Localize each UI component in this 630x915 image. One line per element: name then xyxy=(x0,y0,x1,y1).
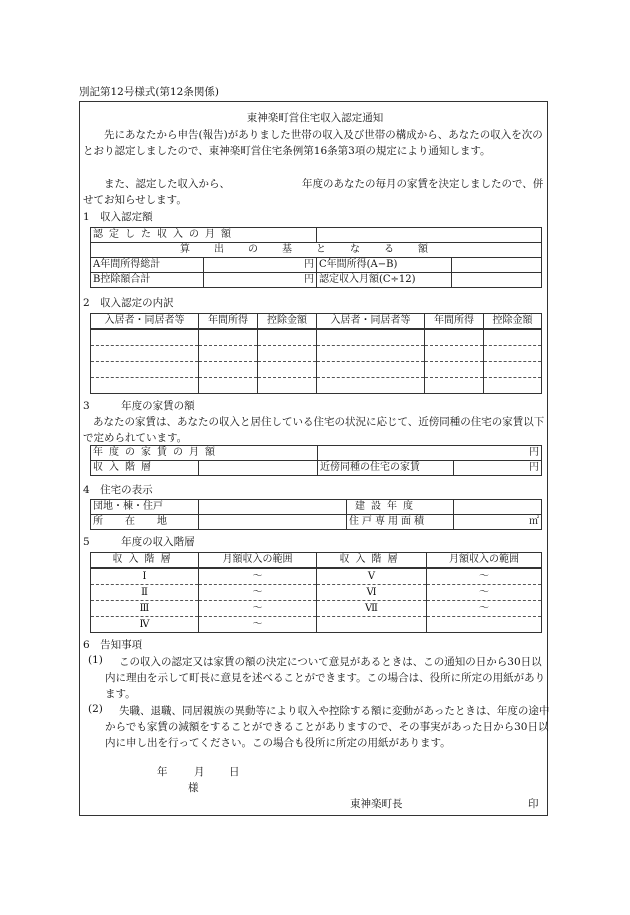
level-6: Ⅵ xyxy=(317,585,427,601)
location-value xyxy=(199,515,347,530)
col-level-right: 収入階層 xyxy=(317,553,427,568)
table-row xyxy=(91,569,542,585)
floor-area-label: 住戸専用面積 xyxy=(347,515,454,530)
income-level-label: 収入階層 xyxy=(91,461,199,476)
col-range-right: 月額収入の範囲 xyxy=(427,553,542,568)
built-year-label: 建設年度 xyxy=(347,500,454,515)
location-label: 所在地 xyxy=(91,515,199,530)
date-year-label: 年 xyxy=(157,766,168,778)
col-annual-income-2: 年間所得 xyxy=(425,314,484,329)
nearby-rent-yen: 円 xyxy=(454,461,542,476)
range-4: 〜 xyxy=(199,617,317,633)
income-level-table xyxy=(90,552,542,568)
section4-heading: 4 住宅の表示 xyxy=(83,484,153,496)
housing-table xyxy=(90,499,542,530)
table-row xyxy=(91,585,542,601)
level-7: Ⅶ xyxy=(317,601,427,617)
nearby-rent-label: 近傍同種の住宅の家賃 xyxy=(318,461,454,476)
date-month-label: 月 xyxy=(194,766,205,778)
notice-1-number: (1) xyxy=(88,654,103,666)
table-row xyxy=(91,378,542,394)
range-6: 〜 xyxy=(427,585,542,601)
intro2-part-a: また、認定した収入から、 xyxy=(104,178,230,190)
monthly-recognized-label: 認定収入月額(C÷12) xyxy=(317,273,452,288)
section3-heading: 3 年度の家賃の額 xyxy=(83,400,195,412)
rent-table xyxy=(90,445,542,476)
section1-heading: 1 収入認定額 xyxy=(83,211,153,223)
level-2: Ⅱ xyxy=(91,585,199,601)
built-year-value xyxy=(454,500,542,515)
annual-income-label: A年間所得総計 xyxy=(91,258,204,273)
breakdown-table xyxy=(90,313,542,329)
level-4: Ⅳ xyxy=(91,617,199,633)
date-day-label: 日 xyxy=(229,766,240,778)
net-income-label: C年間所得(A−B) xyxy=(317,258,452,273)
document-title: 東神楽町営住宅収入認定通知 xyxy=(246,112,384,124)
breakdown-rows xyxy=(90,329,542,394)
col-range-left: 月額収入の範囲 xyxy=(199,553,317,568)
intro2-part-b: 年度のあなたの毎月の家賃を決定しましたので、併せてお知らせします。 xyxy=(83,178,544,206)
col-household-member-2: 入居者・同居者等 xyxy=(317,314,425,329)
section5-heading: 5 年度の収入階層 xyxy=(83,536,195,548)
form-reference: 別記第12号様式(第12条関係) xyxy=(79,86,219,98)
section6-heading: 6 告知事項 xyxy=(83,639,143,651)
recipient-honorific: 様 xyxy=(188,782,199,794)
range-1: 〜 xyxy=(199,569,317,585)
table-row xyxy=(91,601,542,617)
range-3: 〜 xyxy=(199,601,317,617)
deduction-label: B控除額合計 xyxy=(91,273,204,288)
empty-cell xyxy=(427,617,542,633)
table-row xyxy=(91,346,542,362)
intro-paragraph: 先にあなたから申告(報告)がありました世帯の収入及び世帯の構成から、あなたの収入を次のとおり認定しましたので、東神楽町営住宅条例第16条第3項の規定により通知します。 xyxy=(83,129,543,157)
rent-label: 年度の家賃の月額 xyxy=(91,446,318,461)
table-row xyxy=(91,617,542,633)
range-7: 〜 xyxy=(427,601,542,617)
net-income-value xyxy=(452,258,542,273)
table-row xyxy=(91,362,542,378)
deduction-yen: 円 xyxy=(204,273,317,288)
section3-body: あなたの家賃は、あなたの収入と居住している住宅の状況に応じて、近傍同種の住宅の家賃以下で定められています。 xyxy=(83,416,545,444)
notice-2-text: 失職、退職、同居親族の異動等により収入や控除する額に変動があったときは、年度の途中からでも家賃の減額をすることができることがありますので、その事実があった日から30日以内に申し出を行ってください。この場合も役所に所定の用紙があります。 xyxy=(105,705,550,749)
intro-paragraph-2 xyxy=(83,176,553,208)
income-level-rows xyxy=(90,568,542,633)
col-level-left: 収入階層 xyxy=(91,553,199,568)
monthly-income-label: 認定した収入の月額 xyxy=(91,228,317,243)
table-row xyxy=(91,330,542,346)
col-deduction-2: 控除金額 xyxy=(484,314,542,329)
level-5: Ⅴ xyxy=(317,569,427,585)
col-household-member: 入居者・同居者等 xyxy=(91,314,199,329)
income-level-value xyxy=(199,461,318,476)
range-2: 〜 xyxy=(199,585,317,601)
basis-label: 算出の基となる額 xyxy=(91,243,542,258)
notice-1-text: この収入の認定又は家賃の額の決定について意見があるときは、この通知の日から30日以内に理由を示して町長に意見を述べることができます。この場合は、役所に所定の用紙があります。 xyxy=(105,656,546,700)
range-5: 〜 xyxy=(427,569,542,585)
complex-value xyxy=(199,500,347,515)
col-deduction: 控除金額 xyxy=(258,314,317,329)
notice-2-number: (2) xyxy=(88,703,103,715)
rent-yen: 円 xyxy=(318,446,542,461)
seal-mark: 印 xyxy=(528,798,539,810)
level-3: Ⅲ xyxy=(91,601,199,617)
monthly-recognized-value xyxy=(452,273,542,288)
section2-heading: 2 収入認定の内訳 xyxy=(83,297,174,309)
annual-income-yen: 円 xyxy=(204,258,317,273)
complex-label: 団地・棟・住戸 xyxy=(91,500,199,515)
floor-area-unit: ㎡ xyxy=(454,515,542,530)
income-table xyxy=(90,227,542,288)
col-annual-income: 年間所得 xyxy=(199,314,258,329)
level-1: Ⅰ xyxy=(91,569,199,585)
monthly-income-value xyxy=(317,228,542,243)
empty-cell xyxy=(317,617,427,633)
issuer-name: 東神楽町長 xyxy=(350,798,403,810)
